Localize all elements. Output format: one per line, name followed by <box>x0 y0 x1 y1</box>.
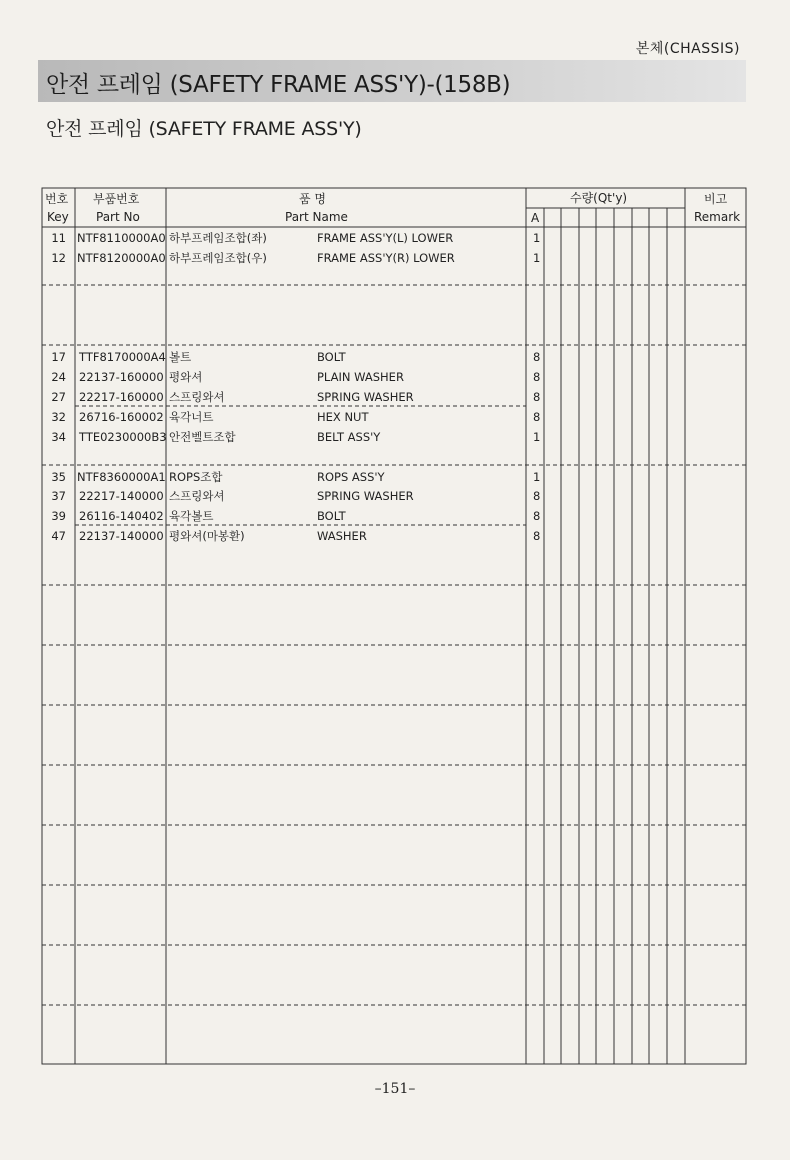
row-key: 39 <box>51 509 66 523</box>
row-name-kr: 육각볼트 <box>169 509 214 523</box>
page-number: –151– <box>374 1081 416 1097</box>
row-key: 24 <box>51 370 66 384</box>
row-part-no: 22217-160000 <box>79 390 164 404</box>
row-key: 11 <box>51 231 66 245</box>
row-qty: 1 <box>533 470 541 484</box>
row-part-no: 22137-140000 <box>79 529 164 543</box>
row-qty: 1 <box>533 231 541 245</box>
row-name-en: ROPS ASS'Y <box>317 470 385 484</box>
row-qty: 1 <box>533 251 541 265</box>
row-name-kr: 볼트 <box>169 350 192 364</box>
row-name-en: SPRING WASHER <box>317 390 414 404</box>
row-key: 35 <box>51 470 66 484</box>
header-key-kr: 번호 <box>45 192 69 206</box>
page-title: 안전 프레임 (SAFETY FRAME ASS'Y)-(158B) <box>46 72 511 98</box>
row-qty: 8 <box>533 350 541 364</box>
row-qty: 8 <box>533 529 541 543</box>
row-key: 47 <box>51 529 66 543</box>
row-name-en: BOLT <box>317 350 346 364</box>
header-remark-kr: 비고 <box>704 192 728 206</box>
row-name-kr: 평와셔 <box>169 370 203 384</box>
page-subtitle: 안전 프레임 (SAFETY FRAME ASS'Y) <box>46 118 362 140</box>
row-key: 17 <box>51 350 66 364</box>
row-part-no: 22217-140000 <box>79 489 164 503</box>
row-name-kr: 하부프레임조합(좌) <box>169 231 267 245</box>
row-part-no: NTF8110000A0 <box>77 231 166 245</box>
header-partno-kr: 부품번호 <box>93 192 140 206</box>
row-name-en: FRAME ASS'Y(R) LOWER <box>317 251 455 265</box>
row-name-kr: 하부프레임조합(우) <box>169 251 267 265</box>
header-partname-kr: 품 명 <box>299 192 326 206</box>
header-qty-a: A <box>531 211 540 225</box>
row-key: 34 <box>51 430 66 444</box>
row-name-kr: 평와셔(마봉환) <box>169 529 245 543</box>
row-part-no: NTF8360000A1 <box>77 470 166 484</box>
row-name-kr: 안전벨트조합 <box>169 430 236 444</box>
row-name-en: WASHER <box>317 529 367 543</box>
header-partname-en: Part Name <box>285 210 348 224</box>
section-label: 본체(CHASSIS) <box>635 41 740 57</box>
header-partno-en: Part No <box>96 210 140 224</box>
row-part-no: TTE0230000B3 <box>79 430 167 444</box>
row-name-en: BOLT <box>317 509 346 523</box>
row-qty: 8 <box>533 370 541 384</box>
row-part-no: 26116-140402 <box>79 509 164 523</box>
row-name-kr: ROPS조합 <box>169 470 223 484</box>
row-qty: 8 <box>533 489 541 503</box>
row-part-no: TTF8170000A4 <box>79 350 166 364</box>
row-key: 27 <box>51 390 66 404</box>
row-name-kr: 스프링와셔 <box>169 390 225 404</box>
row-key: 37 <box>51 489 66 503</box>
row-qty: 8 <box>533 410 541 424</box>
row-key: 12 <box>51 251 66 265</box>
row-name-en: PLAIN WASHER <box>317 370 404 384</box>
header-qty-kr: 수량(Qt'y) <box>570 191 628 205</box>
row-part-no: 26716-160002 <box>79 410 164 424</box>
row-name-en: HEX NUT <box>317 410 369 424</box>
row-name-kr: 육각너트 <box>169 410 214 424</box>
row-name-en: BELT ASS'Y <box>317 430 381 444</box>
row-part-no: 22137-160000 <box>79 370 164 384</box>
row-qty: 8 <box>533 509 541 523</box>
row-qty: 8 <box>533 390 541 404</box>
header-remark-en: Remark <box>694 210 741 224</box>
row-key: 32 <box>51 410 66 424</box>
row-name-en: SPRING WASHER <box>317 489 414 503</box>
row-part-no: NTF8120000A0 <box>77 251 166 265</box>
row-name-kr: 스프링와셔 <box>169 489 225 503</box>
header-key-en: Key <box>47 210 69 224</box>
row-qty: 1 <box>533 430 541 444</box>
row-name-en: FRAME ASS'Y(L) LOWER <box>317 231 454 245</box>
